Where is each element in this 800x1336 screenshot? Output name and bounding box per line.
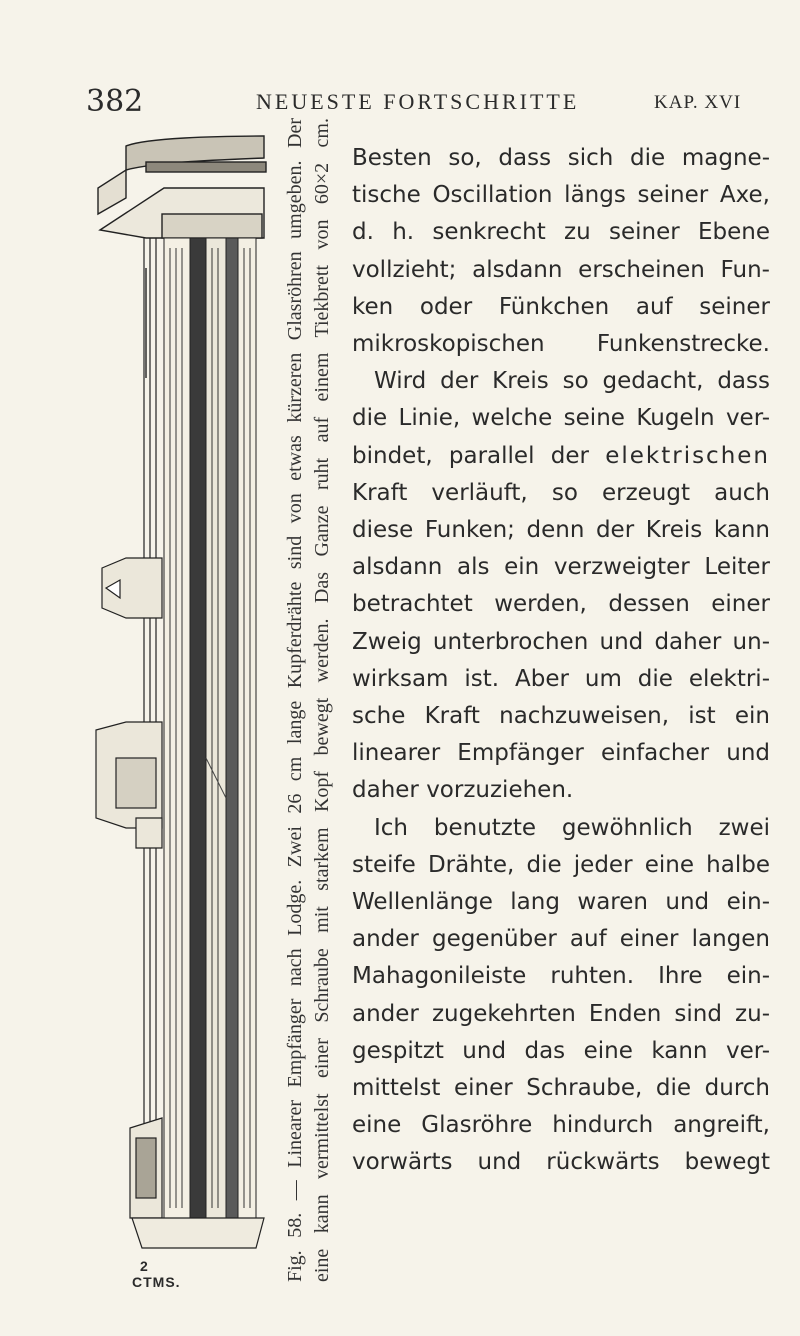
text-line: sche Kraft nachzuweisen, ist ein [352, 703, 770, 730]
figure-caption [282, 118, 338, 1282]
text-line: linearer Empfänger einfacher und [352, 740, 770, 767]
text-line: tische Oscillation längs seiner Axe, [352, 182, 770, 209]
text-line: wirksam ist. Aber um die elektri- [352, 665, 770, 692]
base-foot [132, 1218, 264, 1248]
chapter-label: KAP. XVI [654, 92, 742, 113]
caption-line: Fig. 58. — Linearer Empfänger nach Lodge. Zwei 26 cm lange Kupferdrähte sind von etwas kürzeren Glasröhren umgeben. Der [284, 118, 306, 1282]
text-line: gespitzt und das eine kann ver- [352, 1037, 770, 1064]
clamps [96, 558, 162, 1218]
page-number: 382 [86, 84, 144, 119]
running-title: NEUESTE FORTSCHRITTE [256, 89, 580, 114]
text-line: ken oder Fünkchen auf seiner [352, 293, 770, 320]
scale-label: 2 [140, 1258, 148, 1274]
text-line: Mahagonileiste ruhten. Ihre ein- [352, 963, 770, 990]
text-line: diese Funken; denn der Kreis kann [352, 517, 770, 544]
text-line: vollzieht; alsdann erscheinen Fun- [352, 256, 770, 283]
text-line: ander gegenüber auf einer langen [352, 926, 770, 953]
text-line: eine Glasröhre hindurch angreift, [352, 1112, 770, 1139]
text-segment: bindet, parallel der [352, 442, 589, 469]
text-line: Wird der Kreis so gedacht, dass [374, 368, 770, 395]
text-line: alsdann als ein verzweigter Leiter [352, 554, 770, 581]
text-line-emphasis [352, 438, 770, 475]
text-line: betrachtet werden, dessen einer [352, 591, 770, 618]
text-line: steife Drähte, die jeder eine halbe [352, 851, 770, 878]
body-text [352, 140, 770, 1182]
receiver-illustration [86, 118, 286, 1258]
figure-58 [86, 118, 286, 1288]
emphasized-word: elektrischen [605, 442, 771, 469]
text-line: vorwärts und rückwärts bewegt [352, 1149, 770, 1176]
text-line: ander zugekehrten Enden sind zu- [352, 1000, 770, 1027]
text-line: Zweig unterbrochen und daher un- [352, 628, 770, 655]
text-line: die Linie, welche seine Kugeln ver- [352, 405, 770, 432]
text-line: Kraft verläuft, so erzeugt auch [352, 479, 770, 506]
glass-tubes [164, 238, 256, 1218]
text-line: mikroskopischen Funkenstrecke. [352, 331, 770, 358]
caption-line: eine kann vermittelst einer Schraube mit starkem Kopf bewegt werden. Das Ganze ruht auf einem Tiekbrett von 60×2 cm. [311, 118, 333, 1282]
text-line: d. h. senkrecht zu seiner Ebene [352, 219, 770, 246]
text-line: mittelst einer Schraube, die durch [352, 1075, 770, 1102]
text-line: Ich benutzte gewöhnlich zwei [374, 814, 770, 841]
engraver-credit: CTMS. [132, 1274, 181, 1290]
text-line: Besten so, dass sich die magne- [352, 145, 770, 171]
text-line: Wellenlänge lang waren und ein- [352, 889, 770, 916]
text-line: daher vorzuziehen. [352, 777, 574, 804]
